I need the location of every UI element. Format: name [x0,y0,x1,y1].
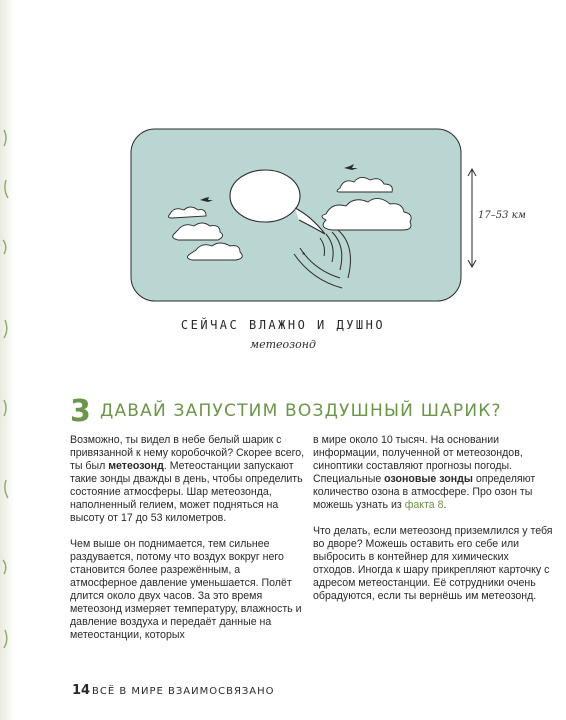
term: озоновые зонды [384,473,473,485]
paragraph [70,434,310,525]
altitude-label: 17–53 км [478,210,526,221]
svg-text:*: * [302,251,306,260]
fact-title: ДАВАЙ ЗАПУСТИМ ВОЗДУШНЫЙ ШАРИК? [100,401,502,421]
text: определяют количество озона в атмосфере. Про озон ты можешь узнать из [313,473,536,511]
illustration-subcaption: метеозонд [249,338,317,351]
paragraph: Чем выше он поднимается, тем сильнее раздувается, потому что воздух вокруг него становится более разрежённым, а атмосферное давление уменьшается. Полёт длится около двух часов. За это время метеозонд измеряет температуру, влажность и давление воздуха и передаёт данные на метеостанции, которых [70,538,302,641]
page-number: 14 [72,683,91,698]
balloon [230,170,300,222]
text: в мире около 10 тысяч. На основании информации, полученной от метеозондов, синоптики составляют прогнозы погоды. Специальные [313,434,523,485]
term: метеозонд [108,460,164,472]
text: . Метеостанции запускают такие зонды дважды в день, чтобы определить состояние атмосферы. Шар метеозонда, наполненный гелием, может подняться на высоту от 17 до 53 километров. [70,460,303,524]
text-column-right [313,434,553,616]
weather-balloon-illustration [130,128,462,302]
paragraph [313,434,553,512]
paragraph: Что делать, если метеозонд приземлился у тебя во дворе? Можешь оставить его себе или выбросить в контейнер для химических отходов. Иногда к шару прикрепляют карточку с адресом метеостанции. Её сотрудники очень обрадуются, если ты вернёшь им метеозонд. [313,525,553,602]
fact-number: 3 [70,394,91,429]
text-column-left [70,434,310,655]
spine-decoration [0,120,14,680]
text: . [443,499,447,511]
running-title: ВСЁ В МИРЕ ВЗАИМОСВЯЗАНО [92,686,275,697]
text: Возможно, ты видел в небе белый шарик с привязанной к нему коробочкой? Скорее всего, ты был [70,434,305,472]
fact-reference-link[interactable]: факта 8 [404,499,444,511]
illustration-caption: СЕЙЧАС ВЛАЖНО И ДУШНО [180,318,386,332]
